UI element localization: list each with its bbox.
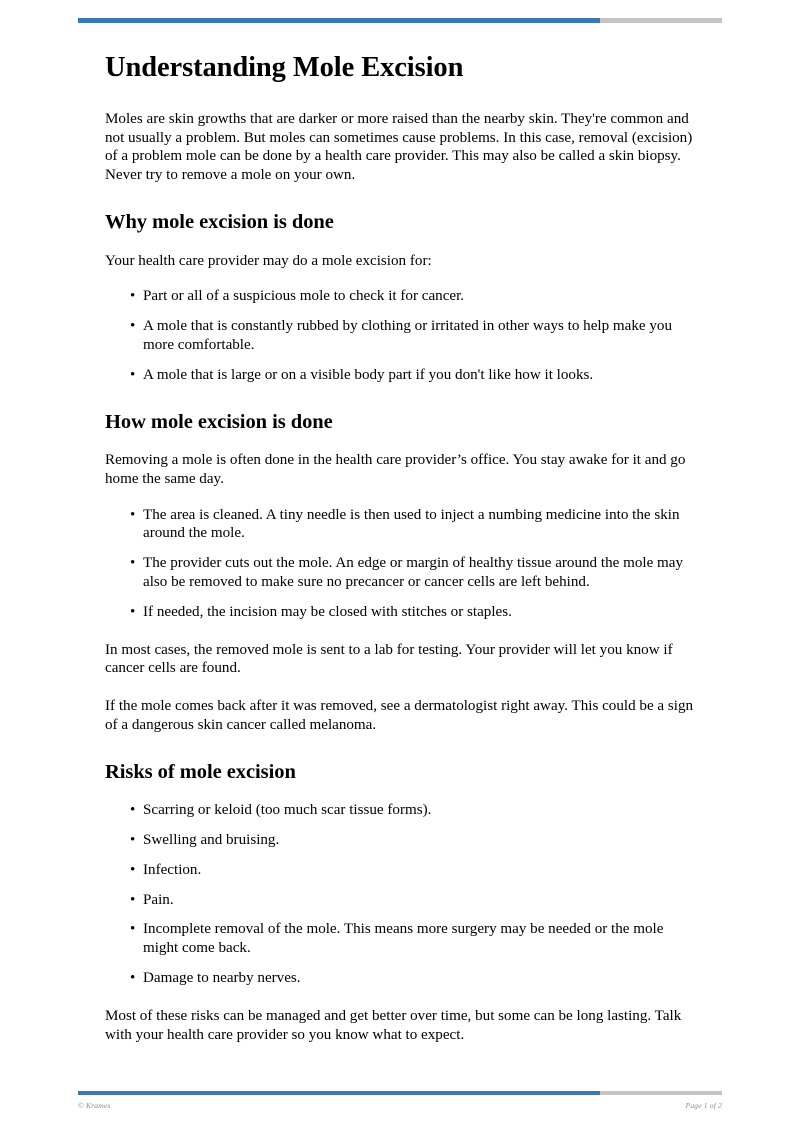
list-item [105,920,697,958]
bullet-dot-icon: • [130,891,136,908]
list-item [105,801,697,820]
section-closing-paragraph: Most of these risks can be managed and get better over time, but some can be long lasting. Talk with your health care provider so you know what to expect. [105,1007,682,1043]
list-item [105,506,697,544]
footer-copyright: © Krames [78,1101,111,1110]
document-content [105,52,697,1044]
header-rule [78,18,722,23]
list-item [105,603,697,622]
intro-paragraph: Moles are skin growths that are darker or more raised than the nearby skin. They're common and not usually a problem. But moles can sometimes cause problems. In this case, removal (excision) of a problem mole can be done by a health care provider. This may also be called a skin biopsy. Never try to remove a mole on your own. [105,110,693,184]
bullet-list [105,801,697,987]
section-lead-paragraph: Your health care provider may do a mole excision for: [105,252,432,269]
bullet-dot-icon: • [130,921,136,938]
sections-container [105,185,697,1044]
vertical-spacer [105,489,697,506]
footer-page-number: Page 1 of 2 [685,1101,722,1110]
list-item [105,969,697,988]
bullet-list [105,506,697,622]
bullet-dot-icon: • [130,288,136,305]
list-item [105,891,697,910]
bullet-dot-icon: • [130,318,136,335]
vertical-spacer [105,434,697,451]
vertical-spacer [105,270,697,287]
list-item [105,554,697,592]
bullet-dot-icon: • [130,603,136,620]
page-title: Understanding Mole Excision [105,52,464,83]
section-lead-paragraph: Removing a mole is often done in the health care provider’s office. You stay awake for it and go home the same day. [105,452,686,487]
list-item [105,831,697,850]
bullet-dot-icon: • [130,366,136,383]
bullet-dot-icon: • [130,555,136,572]
bullet-dot-icon: • [130,970,136,986]
vertical-spacer [105,385,697,410]
list-item-text: Infection. [143,861,202,878]
list-item-text: A mole that is large or on a visible body part if you don't like how it looks. [143,366,594,383]
list-item [105,861,697,880]
vertical-spacer [105,678,697,697]
header-rule-blue-segment [78,18,600,23]
footer-rule-gray-segment [600,1091,722,1095]
header-rule-gray-segment [600,18,722,23]
section-heading: Risks of mole excision [105,760,296,783]
bullet-dot-icon: • [130,802,136,819]
list-item-text: The provider cuts out the mole. An edge or margin of healthy tissue around the mole may also be removed to make sure no precancer or cancer cells are left behind. [143,555,684,591]
list-item-text: Part or all of a suspicious mole to check it for cancer. [143,288,465,305]
list-item-text: Pain. [143,891,174,908]
section-heading: How mole excision is done [105,410,333,433]
list-item [105,287,697,306]
vertical-spacer [105,784,697,801]
bullet-dot-icon: • [130,506,136,523]
list-item [105,366,697,385]
footer-rule [78,1091,722,1095]
vertical-spacer [105,185,697,210]
list-item-text: The area is cleaned. A tiny needle is then used to inject a numbing medicine into the skin around the mole. [143,506,680,542]
list-item-text: Damage to nearby nerves. [143,970,301,986]
list-item [105,317,697,355]
footer-rule-blue-segment [78,1091,600,1095]
section-closing-paragraph: In most cases, the removed mole is sent to a lab for testing. Your provider will let you know if cancer cells are found. [105,641,673,677]
vertical-spacer [105,735,697,760]
vertical-spacer [105,235,697,252]
vertical-spacer [105,988,697,1007]
list-item-text: If needed, the incision may be closed with stitches or staples. [143,603,512,620]
section-heading: Why mole excision is done [105,211,334,234]
bullet-list [105,287,697,384]
bullet-dot-icon: • [130,832,136,849]
list-item-text: Swelling and bruising. [143,832,280,849]
bullet-dot-icon: • [130,861,136,878]
list-item-text: Incomplete removal of the mole. This means more surgery may be needed or the mole might come back. [143,921,664,957]
section-closing-paragraph: If the mole comes back after it was removed, see a dermatologist right away. This could be a sign of a dangerous skin cancer called melanoma. [105,698,694,733]
vertical-spacer [105,622,697,641]
list-item-text: A mole that is constantly rubbed by clothing or irritated in other ways to help make you more comfortable. [143,318,673,353]
list-item-text: Scarring or keloid (too much scar tissue forms). [143,802,432,819]
